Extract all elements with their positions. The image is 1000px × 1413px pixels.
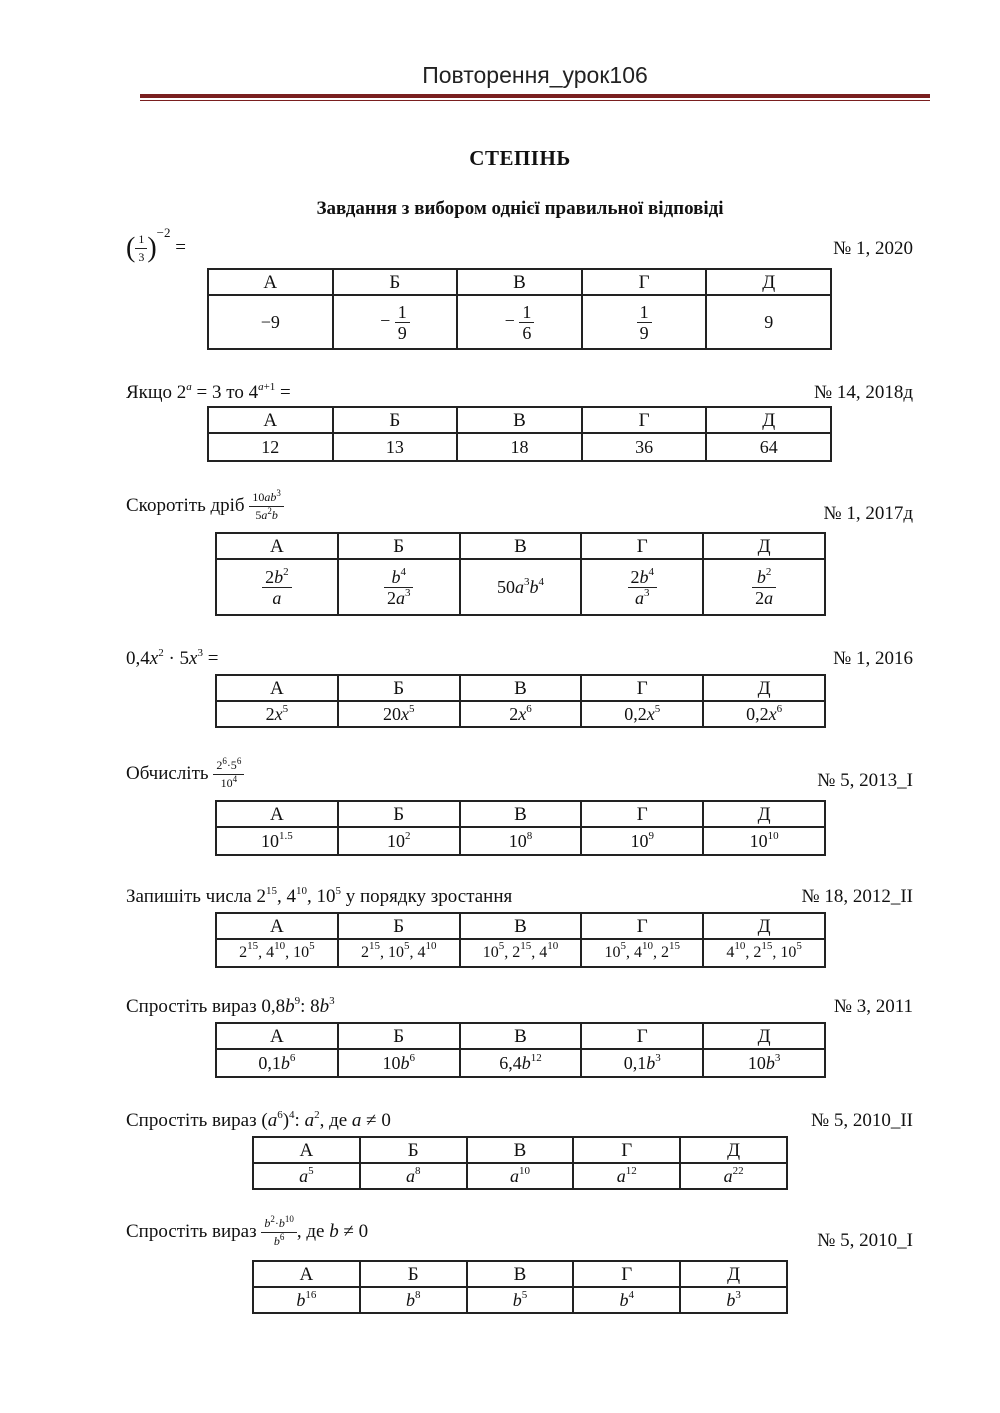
answer-option: $10^8$ [460,827,582,855]
task-question: Запишіть числа $2^{15}$, $4^{10}$, $10^5$ у порядку зростання [126,885,513,907]
answer-option: $a^8$ [360,1163,467,1189]
answer-letter: В [460,801,582,827]
answer-option: $50a^3b^4$ [460,559,582,615]
answer-table [215,1022,826,1078]
answer-option: $2^{15}$, $4^{10}$, $10^5$ [216,939,338,967]
answer-option: $a^5$ [253,1163,360,1189]
answer-option: $2x^5$ [216,701,338,727]
answer-letter: Г [573,1261,680,1287]
answer-letter: А [216,801,338,827]
answer-letter: А [216,1023,338,1049]
answer-option: $a^{12}$ [573,1163,680,1189]
task-question: ( $\frac{1}{3}$ )$^{-2}$ = [126,224,186,264]
answer-option: $\frac{2b^2}{a}$ [216,559,338,615]
answer-option: 12 [208,433,333,461]
answer-letter: Д [706,269,831,295]
answer-option: $20x^5$ [338,701,460,727]
answer-letter: Г [581,913,703,939]
answer-option: $4^{10}$, $2^{15}$, $10^5$ [703,939,825,967]
answer-letter: В [457,407,582,433]
document-title: СТЕПІНЬ [469,146,571,170]
answer-table [215,912,826,968]
answer-table [207,406,832,462]
answer-letter: Б [333,407,458,433]
answer-option: $0,1b^6$ [216,1049,338,1077]
answer-option: $10^9$ [581,827,703,855]
answer-table [215,674,826,728]
answer-letter: А [216,533,338,559]
answer-table [207,268,832,350]
answer-option: − $\frac{1}{9}$ [333,295,458,349]
answer-option: $\frac{b^4}{2a^3}$ [338,559,460,615]
answer-option: $b^5$ [467,1287,574,1313]
answer-letter: В [460,533,582,559]
answer-letter: В [460,675,582,701]
answer-letter: А [253,1261,360,1287]
answer-letter: А [253,1137,360,1163]
answer-letter: Г [581,1023,703,1049]
answer-option: $b^8$ [360,1287,467,1313]
answer-letter: А [208,407,333,433]
task-number: № 14, 2018д [813,382,913,403]
answer-letter: Г [573,1137,680,1163]
answer-option: $0,1b^3$ [581,1049,703,1077]
answer-option: $10^2$ [338,827,460,855]
task-number: № 5, 2010_II [810,1110,913,1131]
answer-letter: Г [581,533,703,559]
answer-letter: Г [582,407,707,433]
answer-letter: А [216,675,338,701]
answer-option: $a^{22}$ [680,1163,787,1189]
answer-letter: В [460,1023,582,1049]
answer-letter: Д [680,1261,787,1287]
answer-option: 9 [706,295,831,349]
answer-option: $b^{16}$ [253,1287,360,1313]
answer-table [215,532,826,616]
answer-option: $10b^6$ [338,1049,460,1077]
task-question: Спростіть вираз $\frac{b^2\cdot b^{10}}{b^6}$ , де b ≠ 0 [126,1214,369,1248]
answer-letter: В [467,1261,574,1287]
answer-option: −9 [208,295,333,349]
answer-option: $\frac{1}{9}$ [582,295,707,349]
task-number: № 5, 2013_I [817,770,913,791]
task-question: Обчисліть $\frac{2^6\cdot 5^6}{10^4}$ [126,758,244,791]
task-number: № 1, 2017д [823,503,913,524]
document-subtitle: Завдання з вибором однієї правильної відповіді [316,198,724,219]
answer-letter: В [457,269,582,295]
answer-letter: В [467,1137,574,1163]
answer-option: 13 [333,433,458,461]
answer-letter: Д [703,801,825,827]
task-question: Скоротіть дріб $\frac{10ab^3}{5a^2b}$ [126,490,284,523]
answer-option: $0,2x^5$ [581,701,703,727]
task-question: Спростіть вираз $0,8b^9$: $8b^3$ [126,995,335,1017]
answer-letter: Б [338,913,460,939]
answer-option: $\frac{2b^4}{a^3}$ [581,559,703,615]
answer-letter: Д [703,1023,825,1049]
task-number: № 3, 2011 [833,996,913,1017]
answer-option: − $\frac{1}{6}$ [457,295,582,349]
task-question: Якщо $2^a = 3$ то $4^{a+1}$ = [126,381,291,403]
answer-option: 36 [582,433,707,461]
answer-letter: Б [338,533,460,559]
page-header-title: Повторення_урок106 [422,62,648,88]
answer-letter: Б [338,801,460,827]
answer-letter: Д [680,1137,787,1163]
answer-table [252,1136,788,1190]
answer-letter: Б [333,269,458,295]
answer-table [215,800,826,856]
answer-letter: Б [338,1023,460,1049]
answer-option: $6,4b^{12}$ [460,1049,582,1077]
answer-letter: Д [703,533,825,559]
answer-letter: Г [582,269,707,295]
task-number: № 18, 2012_II [801,886,913,907]
answer-option: $10^{1.5}$ [216,827,338,855]
answer-option: $10^5$, $2^{15}$, $4^{10}$ [460,939,582,967]
answer-option: $a^{10}$ [467,1163,574,1189]
answer-option: $10^5$, $4^{10}$, $2^{15}$ [581,939,703,967]
answer-option: $b^4$ [573,1287,680,1313]
answer-letter: А [216,913,338,939]
answer-letter: А [208,269,333,295]
answer-table [252,1260,788,1314]
answer-letter: Г [581,675,703,701]
answer-letter: Д [706,407,831,433]
answer-option: $0,2x^6$ [703,701,825,727]
answer-option: 18 [457,433,582,461]
task-question: $0,4x^2 \cdot 5x^3$ = [126,647,219,669]
answer-option: $2x^6$ [460,701,582,727]
task-number: № 1, 2016 [833,648,913,669]
answer-letter: Д [703,913,825,939]
answer-letter: Д [703,675,825,701]
answer-option: $2^{15}$, $10^5$, $4^{10}$ [338,939,460,967]
answer-letter: В [460,913,582,939]
answer-option: $\frac{b^2}{2a}$ [703,559,825,615]
task-question: Спростіть вираз $(a^6)^4$: $a^2$, де a ≠ 0 [126,1109,391,1131]
answer-letter: Б [360,1261,467,1287]
header-rule-thick [140,94,930,98]
answer-letter: Б [338,675,460,701]
task-number: № 1, 2020 [833,238,913,259]
header-rule-thin [140,100,930,101]
task-number: № 5, 2010_I [817,1230,913,1251]
answer-letter: Г [581,801,703,827]
answer-letter: Б [360,1137,467,1163]
answer-option: $b^3$ [680,1287,787,1313]
answer-option: $10b^3$ [703,1049,825,1077]
answer-option: 64 [706,433,831,461]
answer-option: $10^{10}$ [703,827,825,855]
